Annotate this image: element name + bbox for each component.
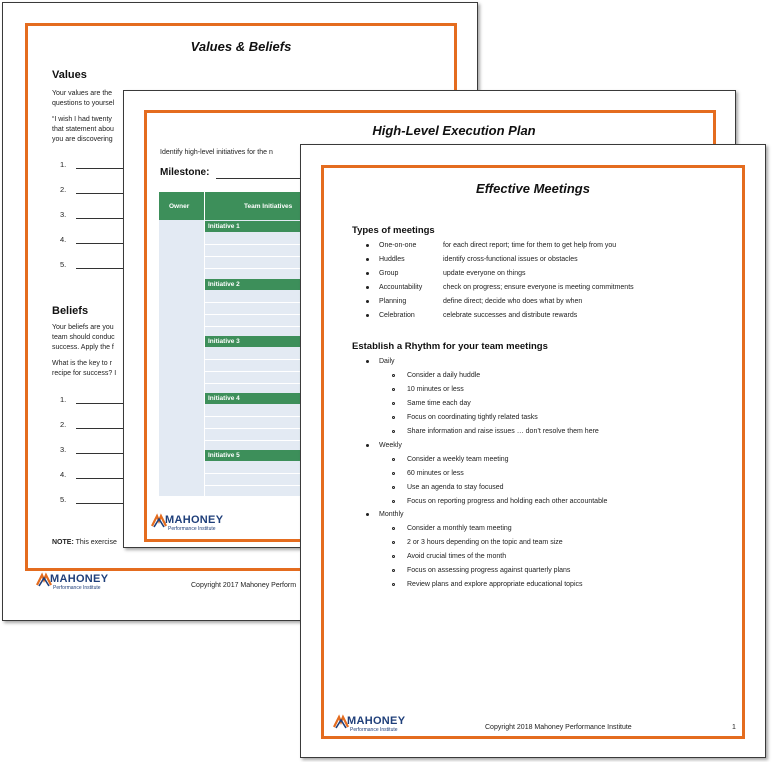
col-team-initiatives: Team Initiatives bbox=[244, 203, 293, 210]
table-row-line bbox=[205, 314, 304, 315]
belief-blank-line bbox=[76, 453, 126, 454]
bullet-circle bbox=[392, 472, 395, 475]
initiative-row: Initiative 2 bbox=[205, 279, 304, 290]
bullet-circle bbox=[392, 374, 395, 377]
plan-intro: Identify high-level initiatives for the n bbox=[160, 149, 273, 156]
logo-name: MAHONEY bbox=[50, 573, 109, 585]
meeting-type-desc: update everyone on things bbox=[443, 270, 526, 277]
beliefs-heading: Beliefs bbox=[52, 305, 89, 317]
bullet-dot bbox=[366, 314, 369, 317]
monthly-item: Consider a monthly team meeting bbox=[407, 525, 512, 532]
monthly-item: Review plans and explore appropriate educational topics bbox=[407, 581, 583, 588]
bullet-dot bbox=[366, 300, 369, 303]
value-blank-line bbox=[76, 193, 126, 194]
table-row-line bbox=[205, 244, 304, 245]
belief-blank-line bbox=[76, 478, 126, 479]
table-header bbox=[159, 192, 304, 220]
bullet-circle bbox=[392, 402, 395, 405]
page-title: High-Level Execution Plan bbox=[372, 123, 536, 138]
bullet-dot bbox=[366, 513, 369, 516]
rhythm-daily-label: Daily bbox=[379, 358, 395, 365]
belief-blank-line bbox=[76, 428, 126, 429]
bullet-dot bbox=[366, 244, 369, 247]
bullet-circle bbox=[392, 555, 395, 558]
meeting-type-name: Group bbox=[379, 270, 399, 277]
logo-name: MAHONEY bbox=[347, 715, 406, 727]
belief-number: 5. bbox=[60, 495, 67, 504]
initiative-row: Initiative 3 bbox=[205, 336, 304, 347]
bullet-circle bbox=[392, 486, 395, 489]
meeting-type-desc: check on progress; ensure everyone is meeting commitments bbox=[443, 284, 634, 291]
beliefs-text-line: success. Apply the f bbox=[52, 344, 114, 351]
table-row-line bbox=[205, 302, 304, 303]
value-blank-line bbox=[76, 268, 126, 269]
sheet-effective-meetings bbox=[300, 144, 766, 758]
meeting-type-name: Accountability bbox=[379, 284, 423, 291]
milestone-label: Milestone: bbox=[160, 167, 210, 178]
meeting-type-name: Planning bbox=[379, 298, 407, 305]
weekly-item: 60 minutes or less bbox=[407, 470, 464, 477]
daily-item: Focus on coordinating tightly related tasks bbox=[407, 414, 538, 421]
bullet-dot bbox=[366, 258, 369, 261]
weekly-item: Consider a weekly team meeting bbox=[407, 456, 509, 463]
bullet-dot bbox=[366, 286, 369, 289]
beliefs-text-line: recipe for success? I bbox=[52, 370, 117, 377]
value-number: 2. bbox=[60, 185, 67, 194]
note-label: NOTE: bbox=[52, 539, 74, 546]
logo-subtitle: Performance Institute bbox=[350, 727, 398, 733]
meeting-type-name: Celebration bbox=[379, 312, 415, 319]
initiative-row: Initiative 4 bbox=[205, 393, 304, 404]
page-title: Values & Beliefs bbox=[190, 39, 292, 54]
meeting-type-desc: for each direct report; time for them to get help from you bbox=[443, 242, 617, 249]
copyright-text: Copyright 2018 Mahoney Performance Institute bbox=[485, 724, 632, 731]
bullet-circle bbox=[392, 569, 395, 572]
mahoney-logo bbox=[151, 513, 241, 533]
initiative-row: Initiative 5 bbox=[205, 450, 304, 461]
note-text: This exercise bbox=[75, 539, 117, 546]
value-blank-line bbox=[76, 168, 126, 169]
table-row-line bbox=[205, 428, 304, 429]
monthly-item: Avoid crucial times of the month bbox=[407, 553, 507, 560]
bullet-dot bbox=[366, 360, 369, 363]
table-row-line bbox=[205, 473, 304, 474]
value-blank-line bbox=[76, 218, 126, 219]
belief-blank-line bbox=[76, 503, 126, 504]
initiative-row: Initiative 1 bbox=[205, 221, 304, 232]
bullet-circle bbox=[392, 458, 395, 461]
bullet-circle bbox=[392, 583, 395, 586]
value-number: 4. bbox=[60, 235, 67, 244]
values-heading: Values bbox=[52, 69, 87, 81]
daily-item: 10 minutes or less bbox=[407, 386, 464, 393]
value-blank-line bbox=[76, 243, 126, 244]
value-number: 1. bbox=[60, 160, 67, 169]
meeting-type-name: One-on-one bbox=[379, 242, 417, 249]
rhythm-monthly-label: Monthly bbox=[379, 511, 404, 518]
milestone-blank-line bbox=[216, 178, 306, 179]
logo-subtitle: Performance Institute bbox=[168, 526, 216, 532]
daily-item: Consider a daily huddle bbox=[407, 372, 481, 379]
mahoney-logo bbox=[36, 572, 126, 592]
bullet-circle bbox=[392, 541, 395, 544]
beliefs-text-line: team should conduc bbox=[52, 334, 115, 341]
table-row-line bbox=[205, 359, 304, 360]
beliefs-text-line: What is the key to r bbox=[52, 360, 112, 367]
page-title: Effective Meetings bbox=[476, 181, 590, 196]
meeting-type-desc: identify cross-functional issues or obstacles bbox=[443, 256, 578, 263]
values-intro-line: Your values are the bbox=[52, 90, 113, 97]
col-owner: Owner bbox=[169, 203, 190, 210]
daily-item: Share information and raise issues … don’t resolve them here bbox=[407, 428, 599, 435]
table-row-line bbox=[205, 416, 304, 417]
table-row-line bbox=[205, 256, 304, 257]
rhythm-heading: Establish a Rhythm for your team meetings bbox=[352, 341, 548, 352]
rhythm-weekly-label: Weekly bbox=[379, 442, 402, 449]
bullet-dot bbox=[366, 444, 369, 447]
logo-subtitle: Performance Institute bbox=[53, 585, 101, 591]
bullet-circle bbox=[392, 527, 395, 530]
table-row-line bbox=[205, 383, 304, 384]
belief-number: 3. bbox=[60, 445, 67, 454]
copyright-text: Copyright 2017 Mahoney Perform bbox=[191, 582, 297, 589]
sheet-frame bbox=[321, 165, 745, 739]
bullet-circle bbox=[392, 430, 395, 433]
table-row-line bbox=[205, 371, 304, 372]
table-row-line bbox=[205, 268, 304, 269]
value-number: 3. bbox=[60, 210, 67, 219]
values-quote-line: “I wish I had twenty bbox=[52, 116, 112, 123]
bullet-dot bbox=[366, 272, 369, 275]
monthly-item: Focus on assessing progress against quarterly plans bbox=[407, 567, 571, 574]
bullet-circle bbox=[392, 500, 395, 503]
bullet-circle bbox=[392, 388, 395, 391]
meeting-type-desc: define direct; decide who does what by when bbox=[443, 298, 583, 305]
table-row-line bbox=[205, 326, 304, 327]
table-row-line bbox=[205, 440, 304, 441]
table-row-line bbox=[205, 485, 304, 486]
daily-item: Same time each day bbox=[407, 400, 471, 407]
values-quote-line: you are discovering bbox=[52, 136, 113, 143]
belief-blank-line bbox=[76, 403, 126, 404]
weekly-item: Use an agenda to stay focused bbox=[407, 484, 504, 491]
value-number: 5. bbox=[60, 260, 67, 269]
belief-number: 4. bbox=[60, 470, 67, 479]
beliefs-text-line: Your beliefs are you bbox=[52, 324, 114, 331]
bullet-circle bbox=[392, 416, 395, 419]
values-quote-line: that statement abou bbox=[52, 126, 114, 133]
note-line bbox=[52, 538, 117, 547]
weekly-item: Focus on reporting progress and holding each other accountable bbox=[407, 498, 608, 505]
meeting-type-desc: celebrate successes and distribute rewards bbox=[443, 312, 578, 319]
meeting-type-name: Huddles bbox=[379, 256, 405, 263]
logo-name: MAHONEY bbox=[165, 514, 224, 526]
belief-number: 2. bbox=[60, 420, 67, 429]
mahoney-logo bbox=[333, 714, 423, 734]
monthly-item: 2 or 3 hours depending on the topic and team size bbox=[407, 539, 563, 546]
page-number: 1 bbox=[732, 724, 736, 731]
values-intro-line: questions to yoursel bbox=[52, 100, 115, 107]
belief-number: 1. bbox=[60, 395, 67, 404]
types-heading: Types of meetings bbox=[352, 225, 435, 236]
